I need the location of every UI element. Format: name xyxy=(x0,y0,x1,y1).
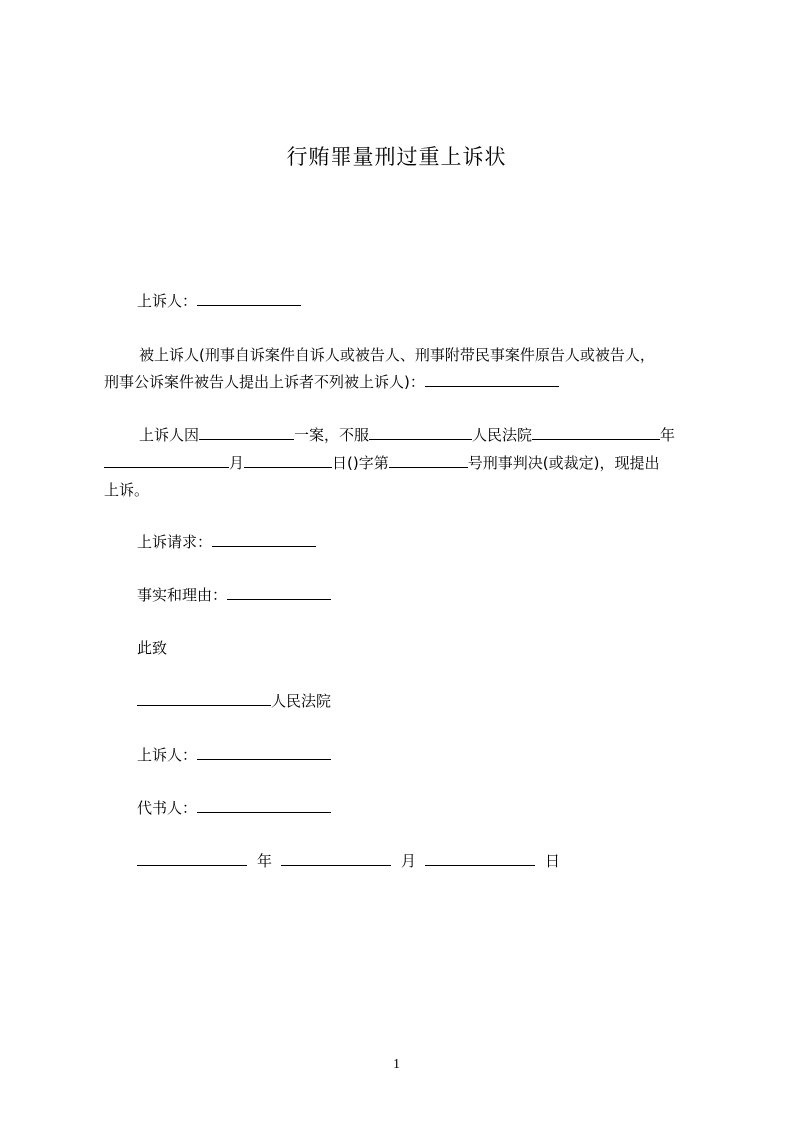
document-title: 行贿罪量刑过重上诉状 xyxy=(286,145,507,169)
case-line-1 xyxy=(139,425,675,445)
appellee-label: 刑事公诉案件被告人提出上诉者不列被上诉人)： xyxy=(104,373,425,391)
year-value-blank xyxy=(104,453,229,468)
scribe-blank xyxy=(197,798,331,813)
facts-line xyxy=(137,585,331,605)
appellant-blank xyxy=(197,291,301,306)
appellee-line-2 xyxy=(104,372,559,392)
appellant-label: 上诉人： xyxy=(137,292,198,310)
case-name-blank xyxy=(199,425,294,440)
page-number: 1 xyxy=(393,1057,400,1072)
month-blank xyxy=(244,453,332,468)
signature-appellant-label: 上诉人： xyxy=(137,746,198,764)
case-text-1: 上诉人因 xyxy=(139,426,200,444)
date-day-label: 日 xyxy=(545,852,561,870)
date-day-blank xyxy=(425,851,535,866)
appellant-line xyxy=(137,291,301,311)
facts-label: 事实和理由： xyxy=(137,586,228,604)
scribe-label: 代书人： xyxy=(137,799,198,817)
year-blank xyxy=(532,425,660,440)
case-text-4: 年 xyxy=(660,426,676,444)
case-text-3: 人民法院 xyxy=(472,426,533,444)
case-line-2 xyxy=(104,453,659,473)
date-year-blank xyxy=(137,851,247,866)
appellee-line-1: 被上诉人(刑事自诉案件自诉人或被告人、刑事附带民事案件原告人或被告人， xyxy=(139,346,655,364)
appellee-blank xyxy=(425,372,559,387)
signature-appellant-line xyxy=(137,745,331,765)
case-number-blank xyxy=(389,453,468,468)
signature-appellant-blank xyxy=(197,745,331,760)
date-month-label: 月 xyxy=(401,852,417,870)
date-month-blank xyxy=(281,851,391,866)
court-line xyxy=(137,691,331,711)
case-line-3: 上诉。 xyxy=(104,481,150,499)
request-blank xyxy=(212,532,316,547)
request-label: 上诉请求： xyxy=(137,533,213,551)
court-name-blank xyxy=(369,425,472,440)
scribe-line xyxy=(137,798,331,818)
court-suffix: 人民法院 xyxy=(271,692,332,710)
case-text-2: 一案，不服 xyxy=(294,426,370,444)
date-line xyxy=(137,851,560,871)
request-line xyxy=(137,532,316,552)
date-year-label: 年 xyxy=(257,852,273,870)
case-text-7: 号刑事判决(或裁定)，现提出 xyxy=(467,454,660,472)
court-blank xyxy=(137,691,271,706)
facts-blank xyxy=(227,585,331,600)
case-text-5: 月 xyxy=(229,454,245,472)
salutation: 此致 xyxy=(137,639,168,657)
case-text-6: 日()字第 xyxy=(332,454,389,472)
